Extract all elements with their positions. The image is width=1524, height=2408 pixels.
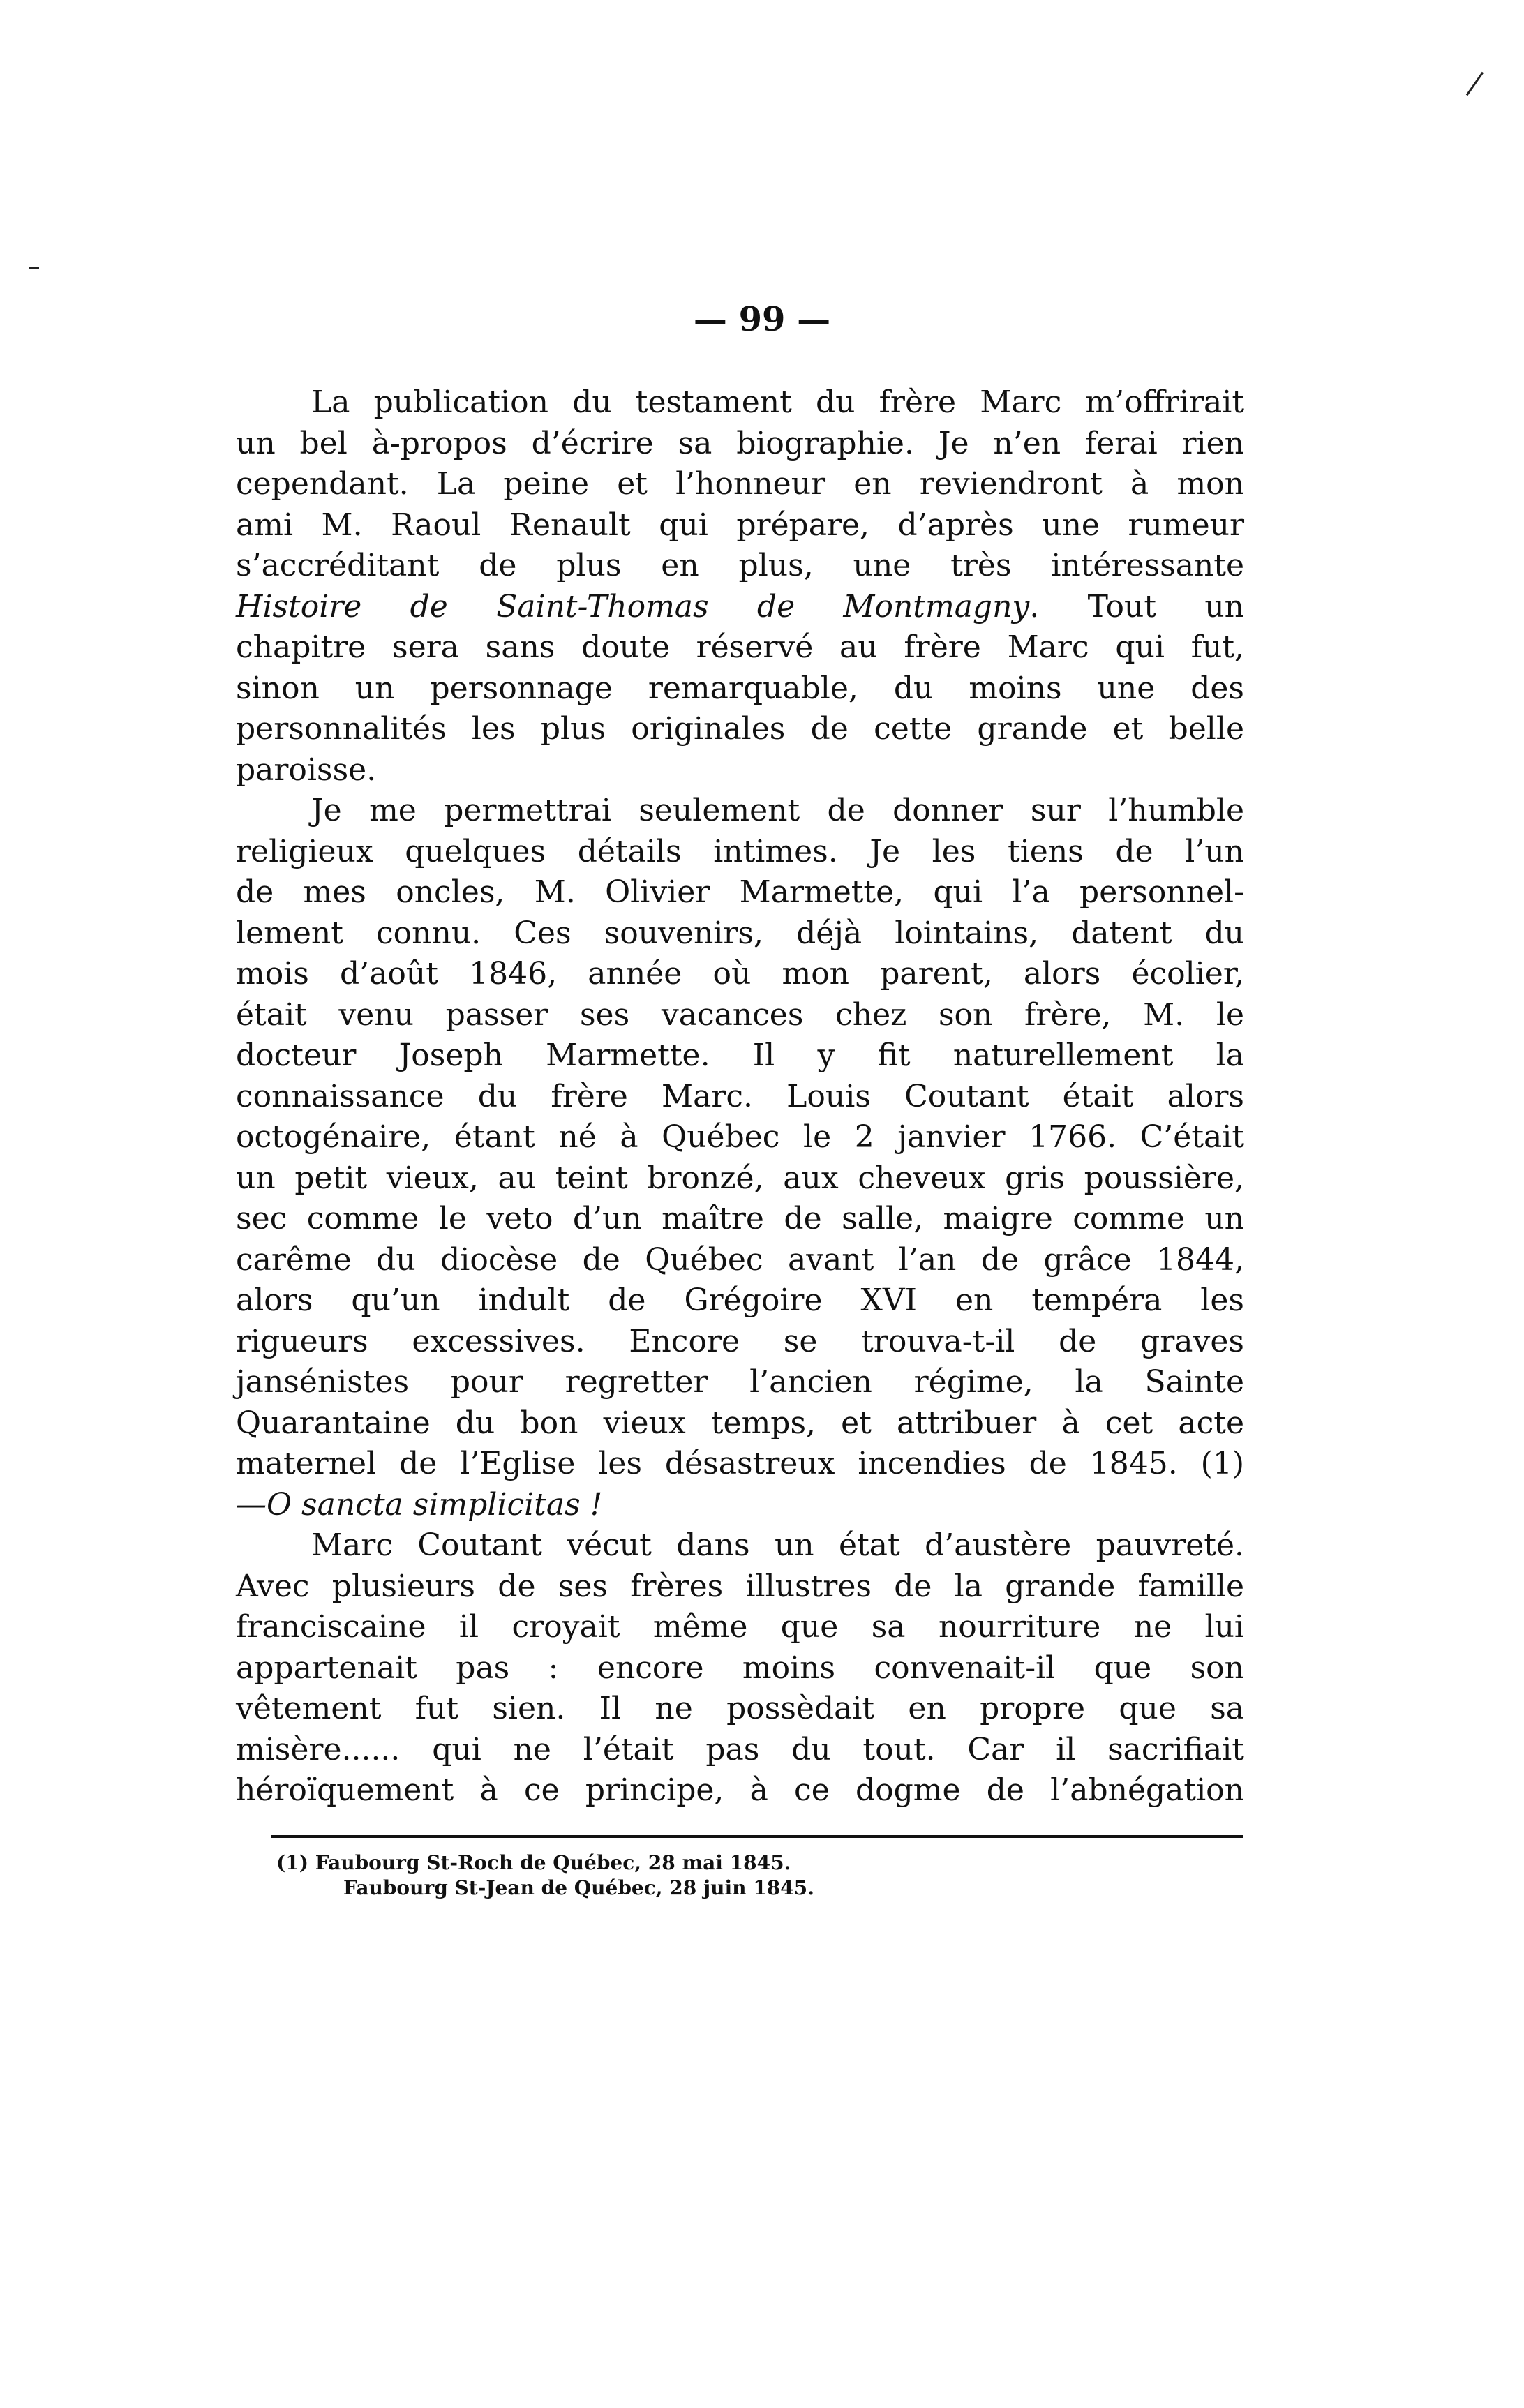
latin-quote: —O sancta simplicitas ! xyxy=(236,1486,603,1523)
text-line: Je me permettrai seulement de donner sur l’humble xyxy=(311,793,1244,828)
text-line: appartenait pas : encore moins convenait-il que son xyxy=(236,1650,1244,1686)
book-title-italic: Histoire de Saint-Thomas de Montmagny xyxy=(236,588,1030,625)
text-line: lement connu. Ces souvenirs, déjà lointains, datent du xyxy=(236,915,1244,951)
footnote-line: (1) Faubourg St-Roch de Québec, 28 mai 1845. xyxy=(276,1851,791,1874)
text-line: sinon un personnage remarquable, du moins une des xyxy=(236,670,1244,706)
text-line: Quarantaine du bon vieux temps, et attribuer à cet acte xyxy=(236,1405,1244,1441)
text-line: La publication du testament du frère Marc m’offrirait xyxy=(311,384,1244,420)
text-line: était venu passer ses vacances chez son frère, M. le xyxy=(236,996,1244,1033)
text-line: héroïquement à ce principe, à ce dogme de l’abnégation xyxy=(236,1772,1244,1808)
body-text xyxy=(236,382,1244,1811)
text-line-italic-quote xyxy=(236,1485,1244,1526)
footnote-line: Faubourg St-Jean de Québec, 28 juin 1845. xyxy=(343,1876,814,1899)
text-line: sec comme le veto d’un maître de salle, maigre comme un xyxy=(236,1201,1244,1236)
text-line: personnalités les plus originales de cette grande et belle xyxy=(236,711,1244,747)
text-line: cependant. La peine et l’honneur en reviendront à mon xyxy=(236,466,1244,502)
page-number: — 99 — xyxy=(693,300,831,339)
text-line: franciscaine il croyait même que sa nourriture ne lui xyxy=(236,1609,1244,1645)
text-line: misère...... qui ne l’était pas du tout. Car il sacrifiait xyxy=(236,1731,1244,1767)
text-line: carême du diocèse de Québec avant l’an de grâce 1844, xyxy=(236,1241,1244,1278)
text-line: alors qu’un indult de Grégoire XVI en tempéra les xyxy=(236,1282,1244,1318)
text-line: Avec plusieurs de ses frères illustres de la grande famille xyxy=(236,1568,1244,1604)
text-line: un bel à-propos d’écrire sa biographie. Je n’en ferai rien xyxy=(236,425,1244,461)
text-line: docteur Joseph Marmette. Il y fit naturellement la xyxy=(236,1038,1244,1073)
text-line: mois d’août 1846, année où mon parent, alors écolier, xyxy=(236,956,1244,992)
text-line: maternel de l’Eglise les désastreux incendies de 1845. (1) xyxy=(236,1446,1244,1481)
scan-mark xyxy=(1466,72,1484,96)
text-line: de mes oncles, M. Olivier Marmette, qui l’a personnel- xyxy=(236,874,1244,910)
text-line: connaissance du frère Marc. Louis Coutant était alors xyxy=(236,1078,1244,1114)
text-line: vêtement fut sien. Il ne possèdait en propre que sa xyxy=(236,1691,1244,1726)
text-line: jansénistes pour regretter l’ancien régime, la Sainte xyxy=(236,1364,1244,1400)
scan-mark xyxy=(29,267,39,269)
text-line: ami M. Raoul Renault qui prépare, d’après une rumeur xyxy=(236,507,1244,543)
text-line: religieux quelques détails intimes. Je les tiens de l’un xyxy=(236,833,1244,869)
text-line: s’accréditant de plus en plus, une très intéressante xyxy=(236,548,1244,583)
text-line: Marc Coutant vécut dans un état d’austère pauvreté. xyxy=(311,1527,1244,1563)
footnote xyxy=(276,1850,814,1901)
text-line: chapitre sera sans doute réservé au frère Marc qui fut, xyxy=(236,629,1244,665)
text-line-italic-title xyxy=(236,587,1244,628)
text-line: un petit vieux, au teint bronzé, aux cheveux gris poussière, xyxy=(236,1160,1244,1196)
text-line-rest: . Tout un xyxy=(1029,588,1244,625)
text-line: octogénaire, étant né à Québec le 2 janvier 1766. C’était xyxy=(236,1119,1244,1155)
text-line: rigueurs excessives. Encore se trouva-t-il de graves xyxy=(236,1323,1244,1359)
text-line: paroisse. xyxy=(236,751,377,788)
footnote-divider xyxy=(271,1835,1243,1838)
